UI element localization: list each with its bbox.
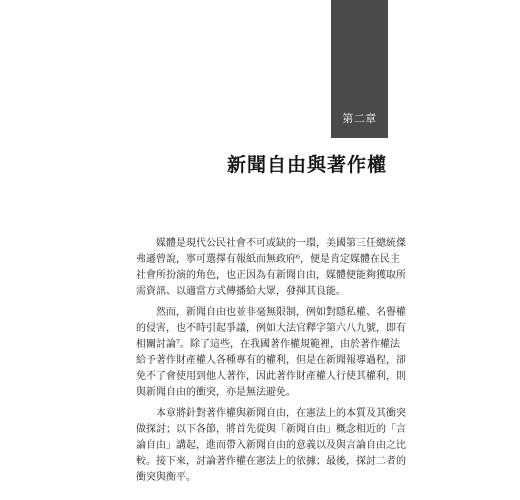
text-line: 的侵害，也不時引起爭議，例如大法官釋字第六八九號，即有 [136, 323, 406, 334]
text-line: 免不了會使用到他人著作，因此著作財產權人行使其權利，則 [136, 371, 406, 382]
text-line: 衝突與衡平。 [136, 472, 196, 483]
text-line: 給予著作財產權人各種專有的權利，但是在新聞報導過程，卻 [136, 355, 406, 366]
text-line: 媒體是現代公民社會不可或缺的一環，美國第三任總統傑 [156, 238, 406, 249]
paragraph-2 [136, 305, 406, 401]
text-line: 本章將針對著作權與新聞自由，在憲法上的本質及其衝突 [156, 408, 406, 419]
chapter-label: 第二章 [342, 112, 377, 125]
paragraph-3 [136, 406, 406, 486]
chapter-tab [331, 0, 388, 138]
body-text [136, 236, 406, 491]
paragraph-1 [136, 236, 406, 300]
text-line: 相關討論⁷。除了這些，在我國著作權規範裡，由於著作權法 [136, 339, 401, 350]
text-line: 做探討；以下各節，將首先從與「新聞自由」概念相近的「言 [136, 424, 406, 435]
text-line: 社會所扮演的角色，也正因為有新聞自由，媒體便能夠獲取所 [136, 270, 406, 281]
text-line: 較。接下來，討論著作權在憲法上的依據；最後，探討二者的 [136, 456, 406, 467]
chapter-title: 新聞自由與著作權 [226, 154, 387, 176]
text-line: 與新聞自由的衝突，亦是無法避免。 [136, 387, 296, 398]
text-line: 論自由」講起，進而帶入新聞自由的意義以及與言論自由之比 [136, 440, 406, 451]
text-line: 弗遜曾說，寧可選擇有報紙而無政府⁶，便是肯定媒體在民主 [136, 254, 401, 265]
text-line: 然而，新聞自由也並非毫無限制，例如對隱私權、名譽權 [156, 307, 406, 318]
text-line: 需資訊、以適當方式傳播給大眾，發揮其良能。 [136, 286, 346, 297]
